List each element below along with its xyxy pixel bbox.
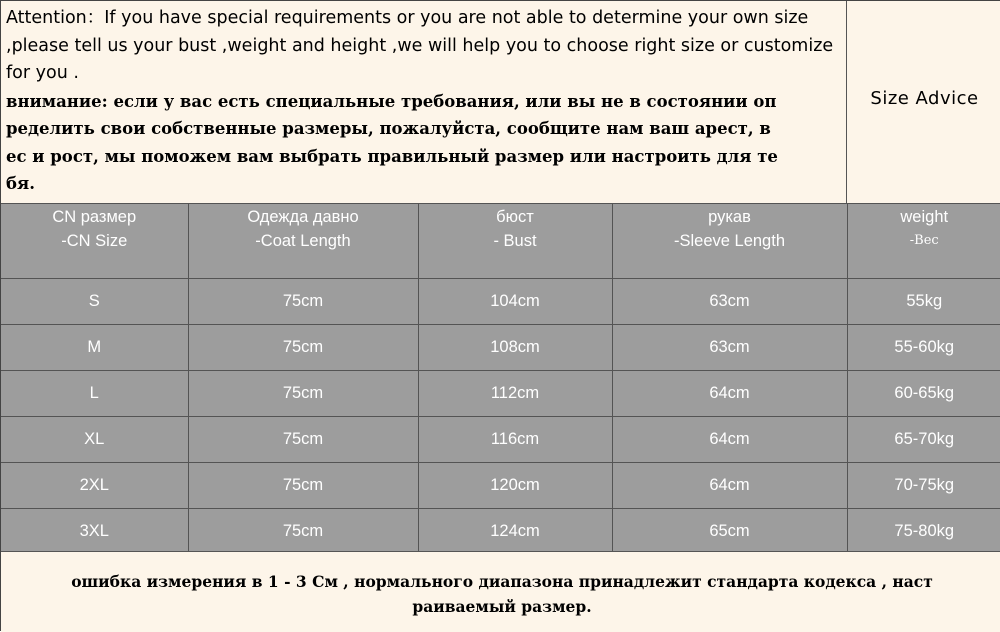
header-line-en: -CN Size bbox=[1, 229, 188, 253]
notice-text bbox=[1, 1, 847, 203]
cell-sleeve-length: 64cm bbox=[612, 463, 847, 509]
header-weight bbox=[847, 204, 1000, 279]
table-row bbox=[1, 509, 1000, 555]
cell-weight: 60-65kg bbox=[847, 371, 1000, 417]
header-sleeve-length bbox=[612, 204, 847, 279]
header-line-ru: рукав bbox=[613, 205, 847, 229]
cell-coat-length: 75cm bbox=[188, 463, 418, 509]
notice-russian: внимание: если у вас есть специальные требования, или вы не в состоянии оп ределить свои собственные размеры, пожалуйста, сообщите нам ваш арест, в ес и рост, мы поможем вам выбрать правильный размер или настроить для те бя. bbox=[6, 88, 840, 198]
table-row bbox=[1, 325, 1000, 371]
cell-size: S bbox=[1, 279, 188, 325]
header-bust bbox=[418, 204, 612, 279]
header-coat-length bbox=[188, 204, 418, 279]
table-row bbox=[1, 371, 1000, 417]
measurement-error-note: ошибка измерения в 1 - 3 См , нормального диапазона принадлежит стандарта кодекса , наст раиваемый размер. bbox=[7, 569, 997, 619]
cell-sleeve-length: 64cm bbox=[612, 371, 847, 417]
size-advice-label: Size Advice bbox=[848, 0, 1000, 199]
header-line-ru: -Вес bbox=[848, 229, 1000, 253]
cell-bust: 116cm bbox=[418, 417, 612, 463]
cell-size: 3XL bbox=[1, 509, 188, 555]
header-line-en: -Sleeve Length bbox=[613, 229, 847, 253]
cell-weight: 70-75kg bbox=[847, 463, 1000, 509]
header-cn-size bbox=[1, 204, 188, 279]
footer-panel bbox=[1, 551, 1000, 632]
table-row bbox=[1, 463, 1000, 509]
header-line-ru: CN размер bbox=[1, 205, 188, 229]
header-line-ru: Одежда давно bbox=[189, 205, 418, 229]
cell-bust: 124cm bbox=[418, 509, 612, 555]
header-line-en: weight bbox=[848, 205, 1000, 229]
cell-sleeve-length: 63cm bbox=[612, 279, 847, 325]
cell-weight: 75-80kg bbox=[847, 509, 1000, 555]
table-header-row bbox=[1, 204, 1000, 279]
header-line-en: - Bust bbox=[419, 229, 612, 253]
cell-sleeve-length: 64cm bbox=[612, 417, 847, 463]
header-line-en: -Coat Length bbox=[189, 229, 418, 253]
cell-coat-length: 75cm bbox=[188, 417, 418, 463]
table-row bbox=[1, 279, 1000, 325]
cell-size: M bbox=[1, 325, 188, 371]
cell-sleeve-length: 65cm bbox=[612, 509, 847, 555]
table-row bbox=[1, 417, 1000, 463]
cell-sleeve-length: 63cm bbox=[612, 325, 847, 371]
cell-bust: 108cm bbox=[418, 325, 612, 371]
cell-bust: 120cm bbox=[418, 463, 612, 509]
cell-size: XL bbox=[1, 417, 188, 463]
cell-coat-length: 75cm bbox=[188, 371, 418, 417]
size-table bbox=[1, 203, 1000, 555]
cell-bust: 104cm bbox=[418, 279, 612, 325]
cell-coat-length: 75cm bbox=[188, 279, 418, 325]
cell-weight: 65-70kg bbox=[847, 417, 1000, 463]
notice-english: Attention：If you have special requirements or you are not able to determine your own size ,please tell us your bust ,weight and height ,we will help you to choose right size or customize for you . bbox=[6, 5, 840, 88]
cell-coat-length: 75cm bbox=[188, 509, 418, 555]
cell-coat-length: 75cm bbox=[188, 325, 418, 371]
cell-weight: 55-60kg bbox=[847, 325, 1000, 371]
header-line-ru: бюст bbox=[419, 205, 612, 229]
notice-panel bbox=[1, 1, 1000, 203]
cell-bust: 112cm bbox=[418, 371, 612, 417]
cell-weight: 55kg bbox=[847, 279, 1000, 325]
cell-size: L bbox=[1, 371, 188, 417]
cell-size: 2XL bbox=[1, 463, 188, 509]
size-table-panel bbox=[1, 203, 1000, 551]
